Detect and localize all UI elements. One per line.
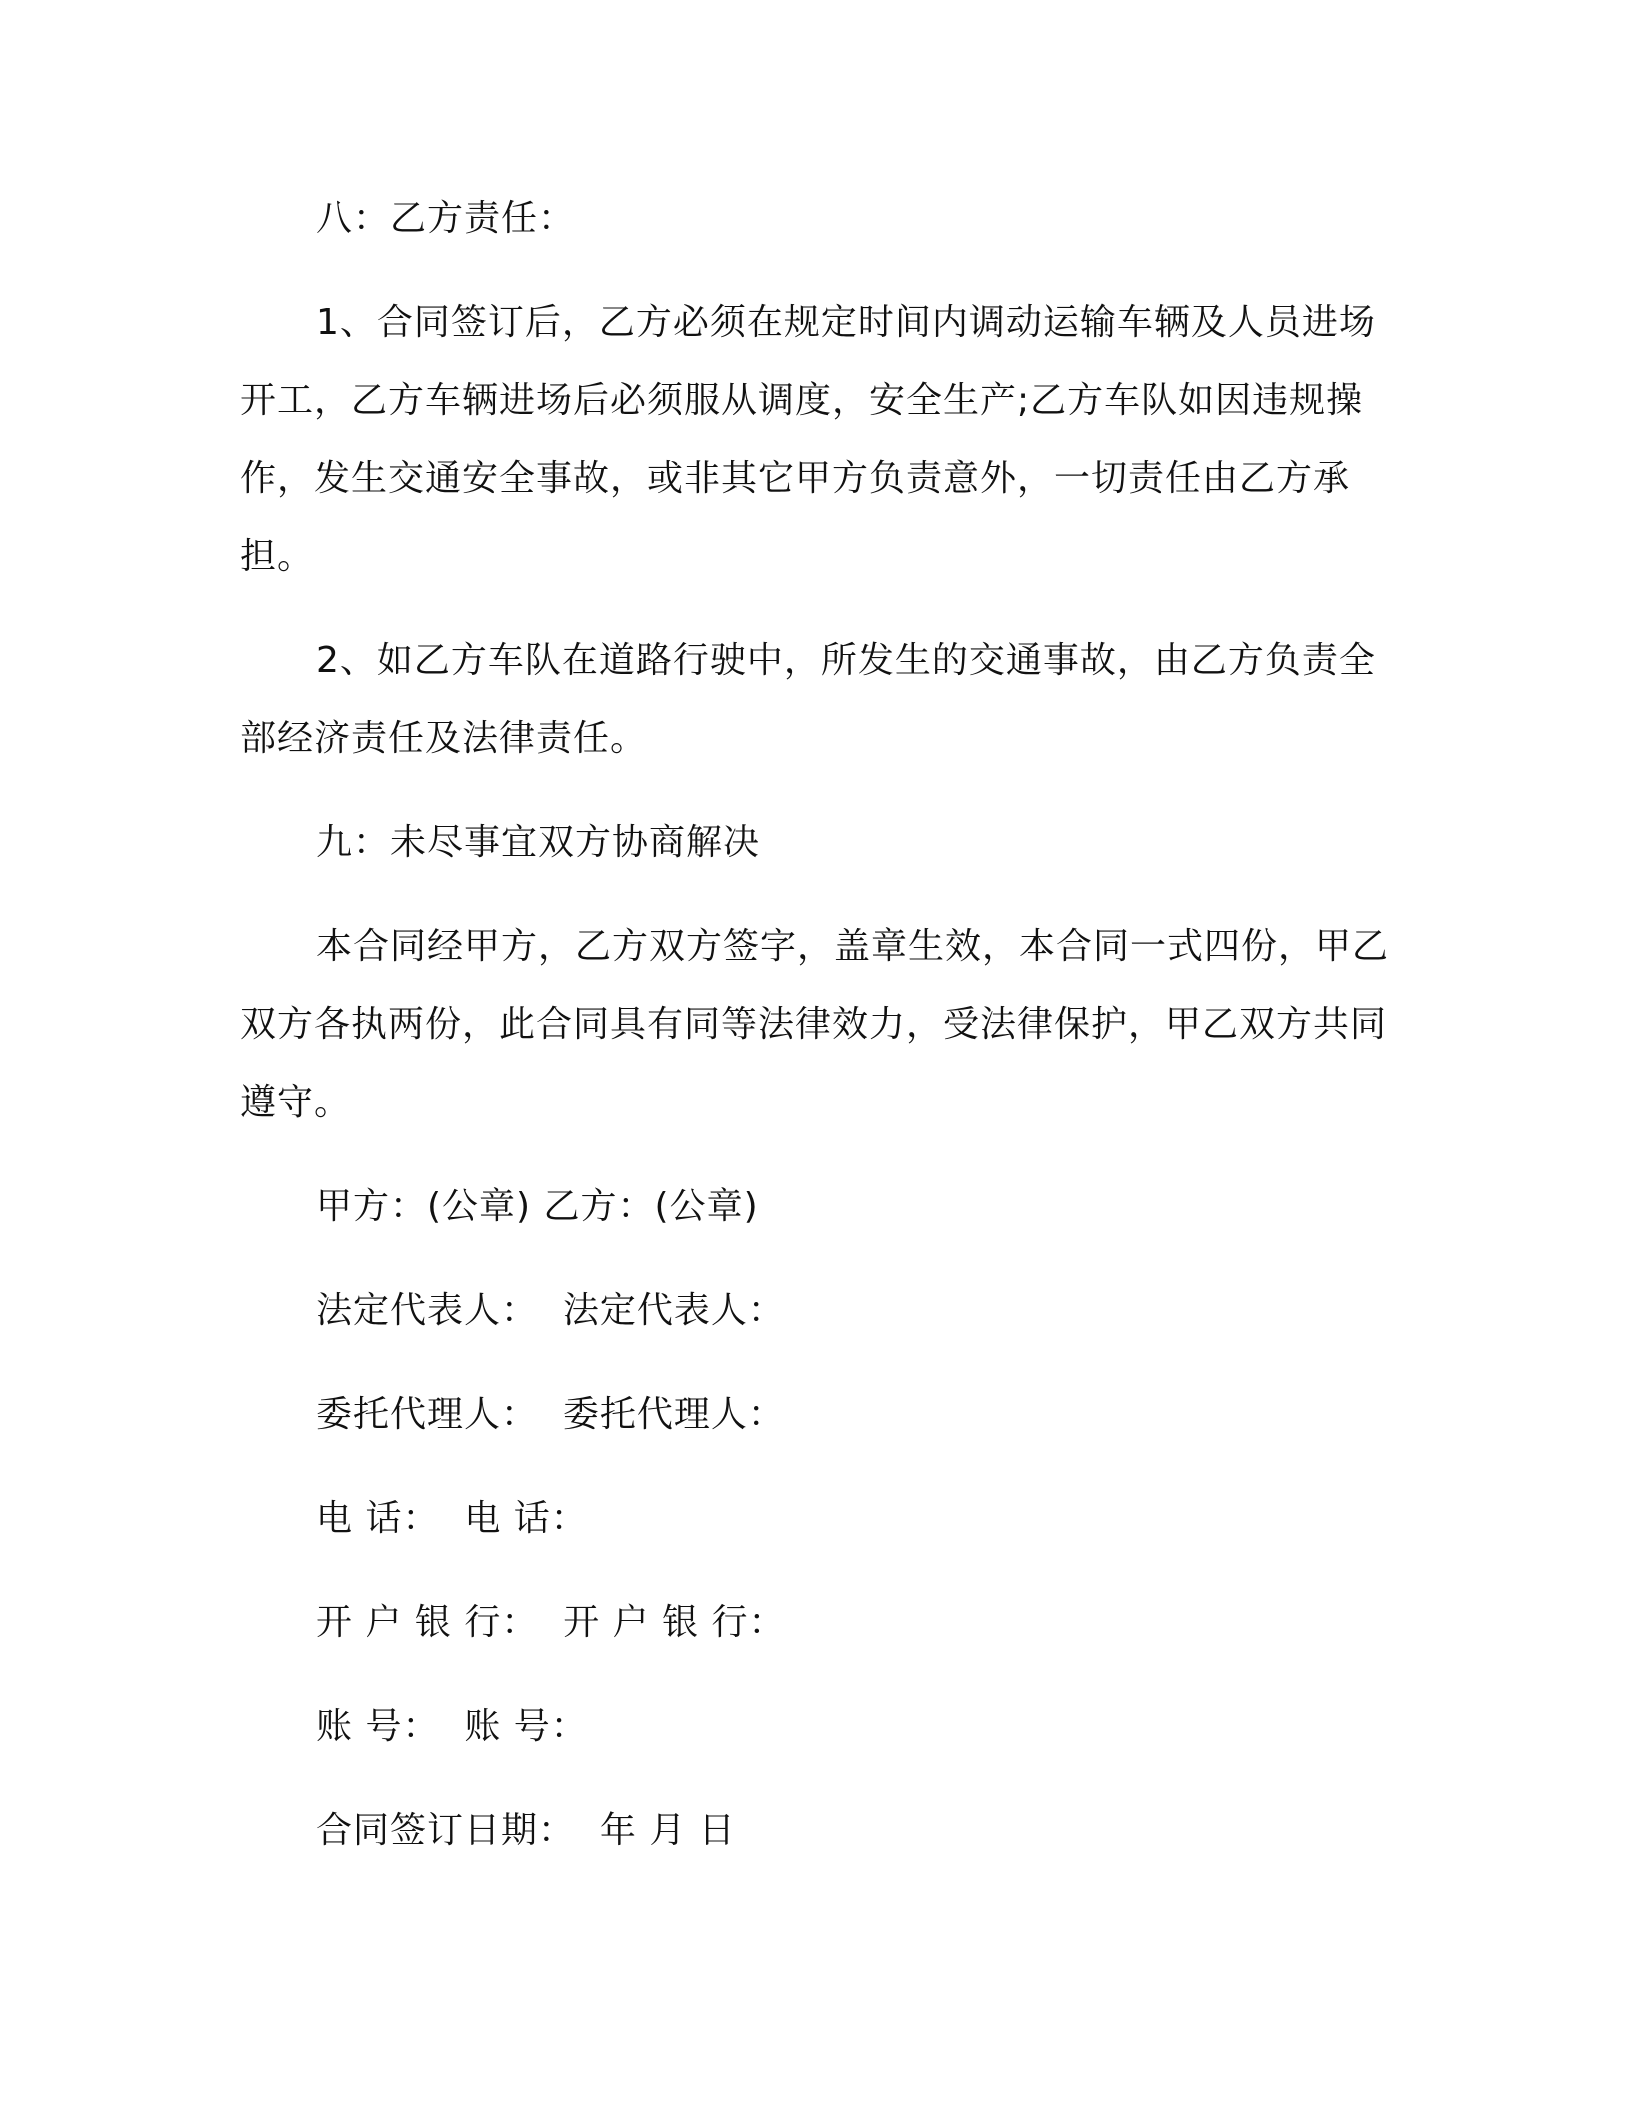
- effect-clause: 本合同经甲方，乙方双方签字，盖章生效，本合同一式四份，甲乙双方各执两份，此合同具有同等法律效力，受法律保护，甲乙双方共同遵守。: [240, 926, 1390, 1123]
- phone-line: 电 话： 电 话：: [316, 1498, 588, 1539]
- agent-line: 委托代理人： 委托代理人：: [316, 1394, 785, 1435]
- sign-date-line: 合同签订日期： 年 月 日: [316, 1810, 736, 1851]
- legal-representative-line: 法定代表人： 法定代表人：: [316, 1290, 785, 1331]
- section-heading-8: 八：乙方责任：: [316, 198, 576, 239]
- document-body: [240, 180, 1390, 1896]
- seal-line: 甲方：(公章) 乙方：(公章): [316, 1186, 759, 1227]
- clause-1: 1、合同签订后，乙方必须在规定时间内调动运输车辆及人员进场开工，乙方车辆进场后必须服从调度，安全生产;乙方车队如因违规操作，发生交通安全事故，或非其它甲方负责意外，一切责任由乙方承担。: [240, 302, 1376, 577]
- section-heading-9: 九：未尽事宜双方协商解决: [316, 822, 761, 863]
- bank-line: 开 户 银 行： 开 户 银 行：: [316, 1602, 786, 1643]
- account-line: 账 号： 账 号：: [316, 1706, 588, 1747]
- clause-2: 2、如乙方车队在道路行驶中，所发生的交通事故，由乙方负责全部经济责任及法律责任。: [240, 640, 1376, 759]
